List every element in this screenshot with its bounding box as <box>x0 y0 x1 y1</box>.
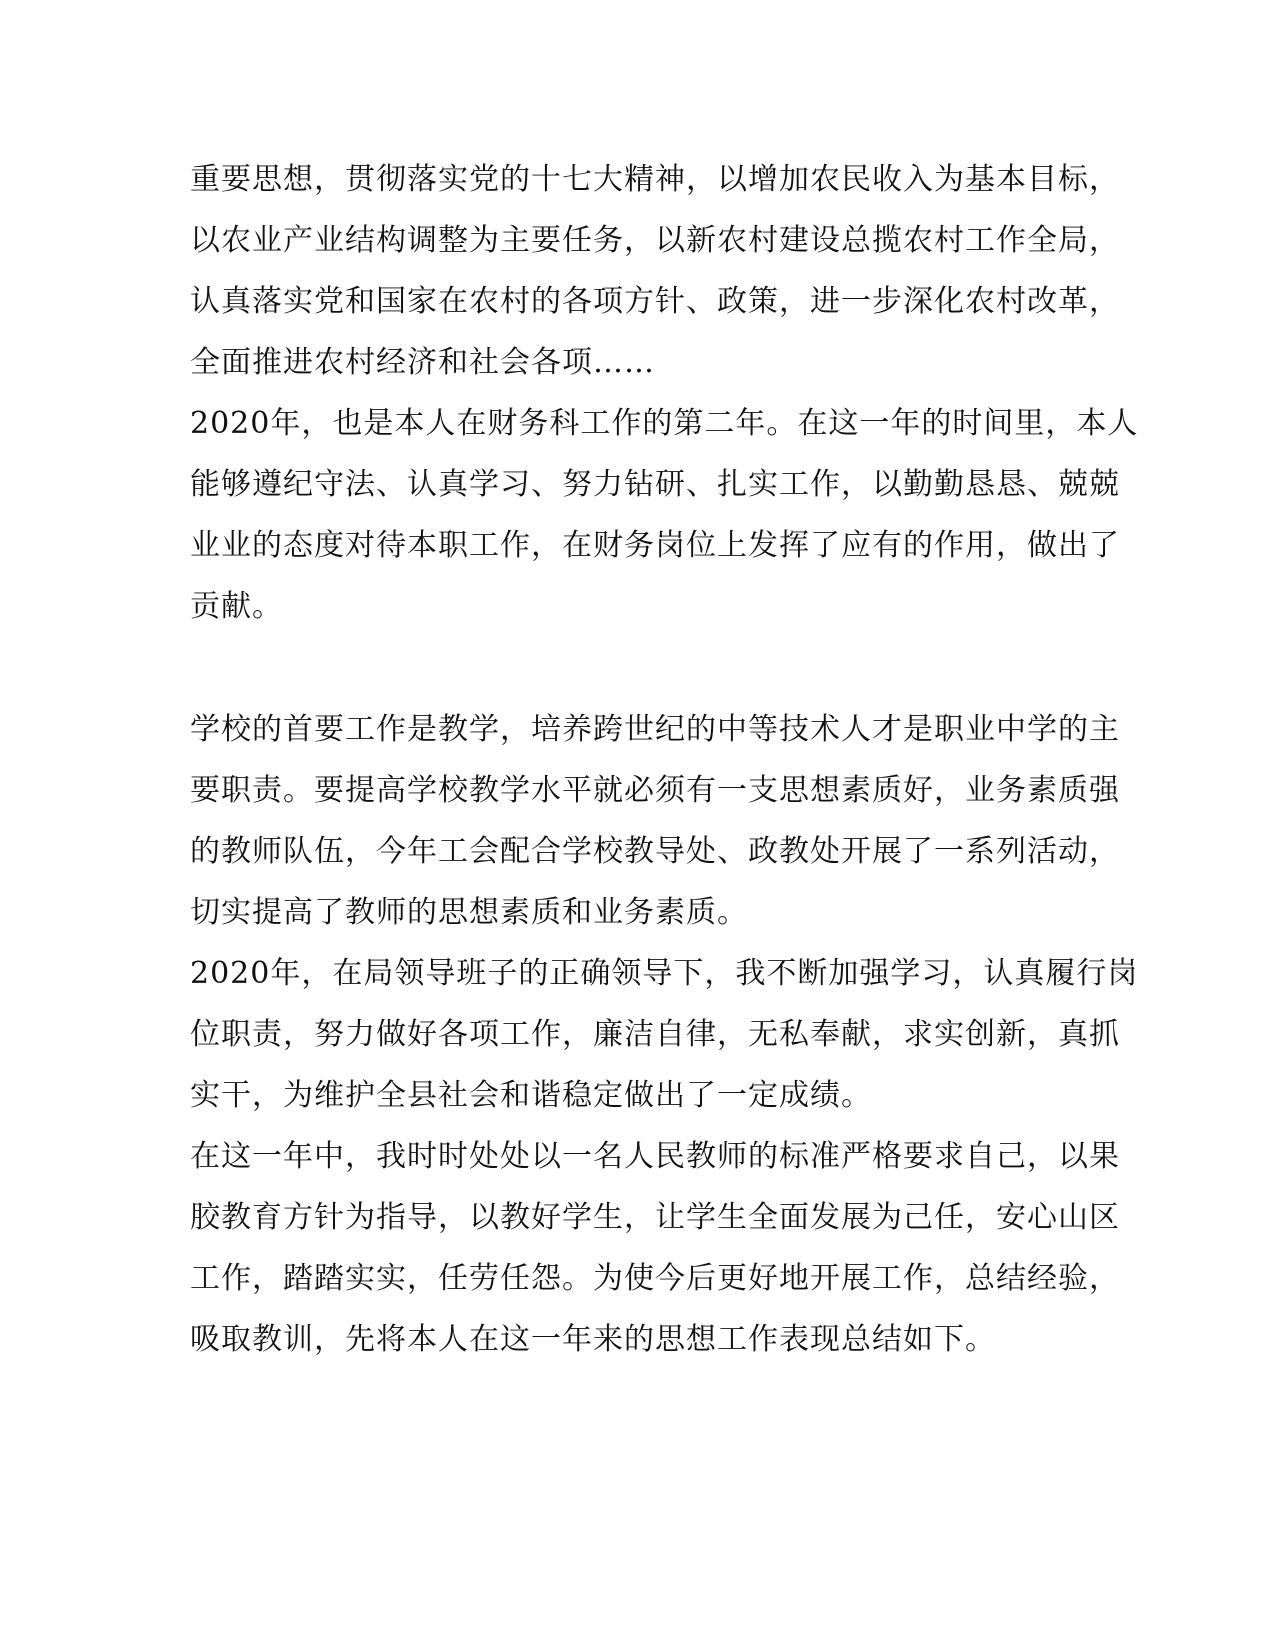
text-line: 认真落实党和国家在农村的各项方针、政策，进一步深化农村改革， <box>190 284 1120 319</box>
text-line: 要职责。要提高学校教学水平就必须有一支思想素质好，业务素质强 <box>190 773 1120 808</box>
text-line: 实干，为维护全县社会和谐稳定做出了一定成绩。 <box>190 1078 872 1113</box>
text-line: 切实提高了教师的思想素质和业务素质。 <box>190 895 748 930</box>
text-line: 全面推进农村经济和社会各项…… <box>190 345 655 380</box>
text-line: 吸取教训，先将本人在这一年来的思想工作表现总结如下。 <box>190 1322 996 1357</box>
text-line: 重要思想，贯彻落实党的十七大精神，以增加农民收入为基本目标， <box>190 162 1120 197</box>
text-line: 的教师队伍，今年工会配合学校教导处、政教处开展了一系列活动， <box>190 834 1120 869</box>
text-line: 业业的态度对待本职工作，在财务岗位上发挥了应有的作用，做出了 <box>190 528 1120 563</box>
text-line: 位职责，努力做好各项工作，廉洁自律，无私奉献，求实创新，真抓 <box>190 1017 1120 1052</box>
text-line: 工作，踏踏实实，任劳任怨。为使今后更好地开展工作，总结经验， <box>190 1261 1120 1296</box>
text-line: 2020年，在局领导班子的正确领导下，我不断加强学习，认真履行岗 <box>190 956 1139 991</box>
text-line: 以农业产业结构调整为主要任务，以新农村建设总揽农村工作全局， <box>190 223 1120 258</box>
text-line: 贡献。 <box>190 589 283 624</box>
text-line: 胶教育方针为指导，以教好学生，让学生全面发展为己任，安心山区 <box>190 1200 1120 1235</box>
text-line: 2020年，也是本人在财务科工作的第二年。在这一年的时间里，本人 <box>190 406 1139 441</box>
text-line: 能够遵纪守法、认真学习、努力钻研、扎实工作，以勤勤恳恳、兢兢 <box>190 467 1120 502</box>
text-line: 学校的首要工作是教学，培养跨世纪的中等技术人才是职业中学的主 <box>190 712 1120 747</box>
text-line: 在这一年中，我时时处处以一名人民教师的标准严格要求自己，以果 <box>190 1139 1120 1174</box>
